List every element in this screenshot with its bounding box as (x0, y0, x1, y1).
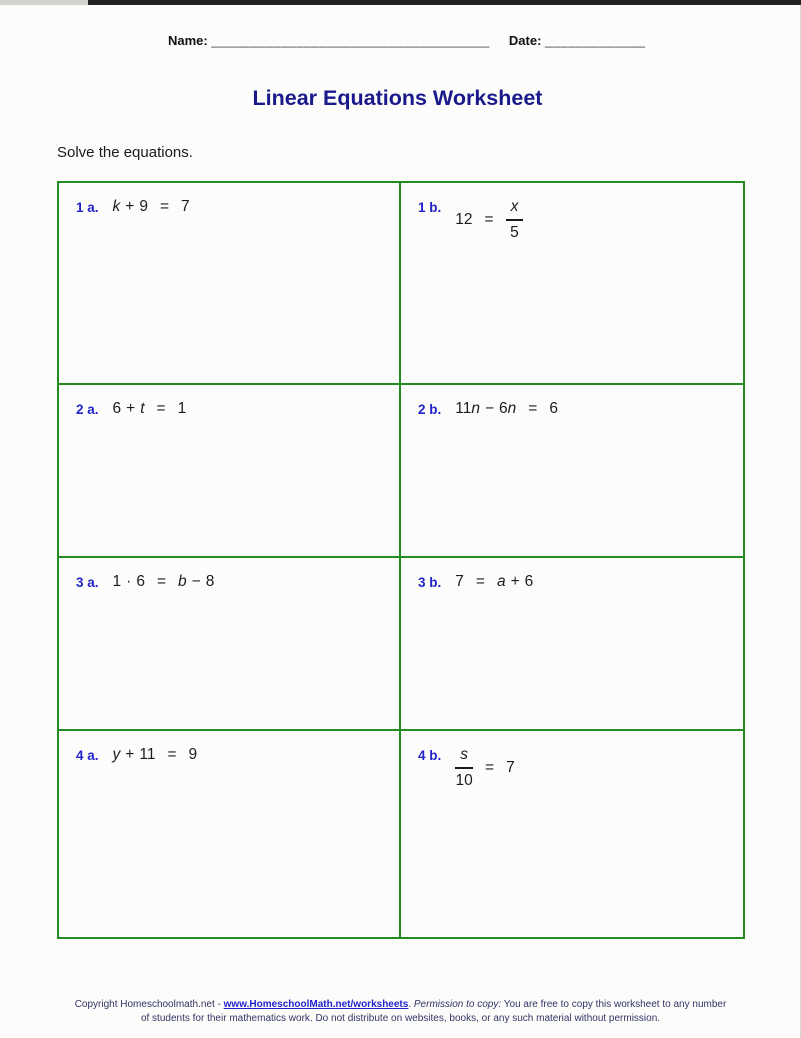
equation-token: k (112, 198, 121, 215)
problem-label: 2 b. (418, 402, 442, 417)
permission-text: You are free to copy this worksheet to any number of students for their mathematics work. Do not distribute on websites, books, or any such material without permission. (140, 999, 727, 1024)
equation (455, 198, 523, 242)
worksheets-link[interactable]: www.HomeschoolMath.net/worksheets (223, 999, 409, 1010)
problem-cell (401, 731, 743, 937)
page-title: Linear Equations Worksheet (252, 86, 543, 110)
problem-cell (59, 385, 401, 558)
equation-token: 12 (455, 210, 473, 228)
equation (455, 400, 558, 418)
problem-label: 1 a. (76, 200, 99, 215)
name-label: Name: (168, 33, 208, 48)
equation-token: = (156, 400, 166, 417)
equation-token: 9 (139, 198, 148, 215)
equation-token: 11 (139, 746, 156, 763)
equation-token: 6 (112, 400, 122, 417)
footer (0, 998, 801, 1026)
equation (455, 746, 514, 790)
problem-label: 4 a. (76, 748, 99, 763)
problem-cell (59, 183, 401, 385)
equation-token: y (112, 746, 121, 763)
fraction (506, 198, 524, 242)
after-link-text: . (408, 999, 414, 1010)
fraction-denominator: 10 (455, 771, 473, 789)
equation-token: 6 (524, 573, 534, 590)
problems-table (57, 181, 745, 939)
problem-cell (401, 183, 743, 385)
equation-token: + (510, 573, 520, 590)
equation (113, 400, 187, 418)
equation (113, 573, 215, 591)
equation-token: + (125, 746, 135, 763)
problem-cell (59, 731, 401, 937)
equation-token: 11 (455, 400, 472, 417)
equation-token: 1 (177, 400, 187, 417)
window-edge-dark-segment (88, 0, 801, 5)
problem-label: 4 b. (418, 748, 442, 763)
problem-label: 1 b. (418, 200, 442, 215)
equation-token: 9 (188, 746, 198, 763)
equation-token: 8 (205, 573, 215, 590)
equation-token: + (126, 400, 136, 417)
equation-token: 1 (112, 573, 122, 590)
window-edge-gray-segment (0, 0, 88, 5)
equation-token: n (471, 400, 480, 417)
name-date-row (168, 33, 646, 48)
date-label: Date: (508, 33, 542, 48)
equation-token: = (475, 573, 485, 590)
window-top-edge (0, 0, 801, 5)
equation-token: b (178, 573, 187, 590)
equation (113, 746, 198, 764)
equation-token: 7 (506, 758, 515, 776)
equation-token: = (528, 400, 538, 417)
permission-label: Permission to copy: (413, 999, 502, 1010)
equation-token: = (485, 758, 495, 776)
equation-token: 6 (499, 400, 508, 417)
equation-token: − (191, 573, 201, 590)
problem-label: 3 b. (418, 575, 442, 590)
equation-token: = (159, 198, 170, 215)
copyright-prefix: Copyright Homeschoolmath.net - (74, 999, 224, 1010)
equation-token: 7 (455, 573, 464, 590)
equation-token: t (140, 400, 145, 417)
equation-token: 6 (549, 400, 558, 417)
equation-token: + (125, 198, 135, 215)
equation-token: n (507, 400, 517, 417)
copyright-notice (73, 998, 728, 1026)
equation-token: 6 (136, 573, 145, 590)
equation-token: · (126, 573, 132, 590)
equation-token: = (484, 210, 494, 228)
fraction-numerator: x (506, 198, 524, 221)
fraction-numerator: s (455, 746, 473, 769)
date-blank-line: _____________ (545, 33, 646, 48)
fraction-denominator: 5 (510, 223, 519, 241)
problem-label: 2 a. (76, 402, 99, 417)
problem-cell (401, 385, 743, 558)
problem-cell (59, 558, 401, 731)
fraction (455, 746, 473, 790)
equation (113, 198, 190, 216)
equation (455, 573, 533, 591)
equation-token: − (484, 400, 495, 417)
equation-token: a (496, 573, 506, 590)
name-blank-line: ____________________________________ (211, 33, 490, 48)
equation-token: = (156, 573, 167, 590)
equation-token: 7 (181, 198, 190, 215)
equation-token: = (167, 746, 177, 763)
problem-label: 3 a. (76, 575, 99, 590)
problem-cell (401, 558, 743, 731)
instruction-text: Solve the equations. (57, 144, 193, 161)
